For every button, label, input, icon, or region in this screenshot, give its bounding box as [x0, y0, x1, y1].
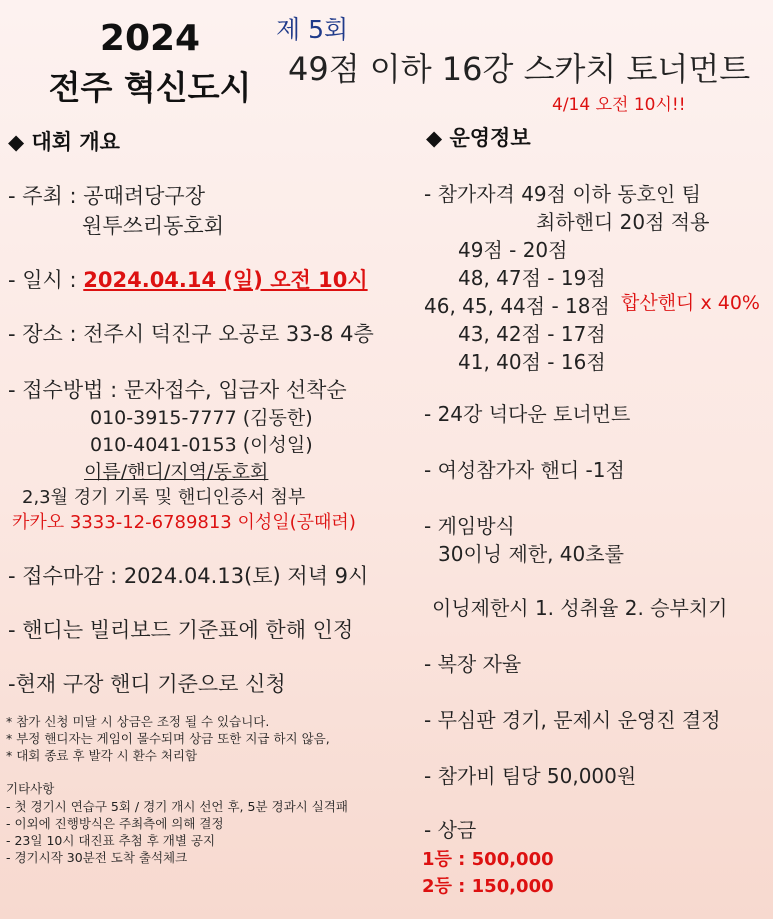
date-label: - 일시 :: [8, 268, 84, 292]
event-round: 제 5회: [276, 15, 349, 44]
etc-1: - 첫 경기시 연습구 5회 / 경기 개시 선언 후, 5분 경과시 실격패: [6, 799, 348, 814]
qualification-min-handi: 최하핸디 20점 적용: [536, 210, 710, 234]
overview-heading: ◆ 대회 개요: [8, 130, 120, 154]
bank-account: 카카오 3333-12-6789813 이성일(공때려): [12, 512, 356, 533]
sum-handi-note: 합산핸디 x 40%: [621, 292, 760, 314]
etc-2: - 이외에 진행방식은 주최측에 의해 결정: [6, 816, 224, 831]
venue: - 장소 : 전주시 덕진구 오공로 33-8 4층: [8, 322, 374, 346]
handi-table-row: 49점 - 20점: [458, 238, 568, 262]
entry-fee: - 참가비 팀당 50,000원: [424, 764, 637, 788]
phone-1: 010-3915-7777 (김동한): [90, 407, 313, 429]
apply-attachments: 2,3월 경기 기록 및 핸디인증서 첨부: [22, 487, 306, 508]
inning-limit-rule: 이닝제한시 1. 성취율 2. 승부치기: [432, 596, 728, 620]
phone-2: 010-4041-0153 (이성일): [90, 434, 313, 456]
prize-first: 1등 : 500,000: [422, 849, 554, 870]
host-secondary: 원투쓰리동호회: [82, 214, 225, 238]
prize-heading: - 상금: [424, 818, 477, 842]
handi-rule-2: -현재 구장 핸디 기준으로 신청: [8, 672, 286, 696]
event-year: 2024: [99, 18, 201, 59]
game-method: - 게임방식: [424, 514, 515, 538]
game-method-detail: 30이닝 제한, 40초룰: [438, 542, 624, 566]
date-row: [8, 264, 368, 294]
host-label: - 주최 :: [8, 184, 84, 208]
handi-rule-1: - 핸디는 빌리보드 기준표에 한해 인정: [8, 618, 354, 642]
qualification: - 참가자격 49점 이하 동호인 팀: [424, 182, 701, 206]
handi-table-row: 48, 47점 - 19점: [458, 266, 606, 290]
knockdown-format: - 24강 넉다운 토너먼트: [424, 402, 631, 426]
handi-table-row: 41, 40점 - 16점: [458, 350, 606, 374]
note-1: * 참가 신청 미달 시 상금은 조정 될 수 있습니다.: [6, 714, 270, 729]
event-city: 전주 혁신도시: [48, 68, 252, 107]
handi-table-row: 46, 45, 44점 - 18점: [424, 294, 610, 318]
note-3: * 대회 종료 후 발각 시 환수 처리함: [6, 748, 198, 763]
tournament-title: 49점 이하 16강 스카치 토너먼트: [288, 50, 751, 88]
date-value: 2024.04.14 (일) 오전 10시: [83, 268, 368, 292]
etc-4: - 경기시작 30분전 도착 출석체크: [6, 850, 188, 865]
apply-method: - 접수방법 : 문자접수, 입금자 선착순: [8, 378, 347, 402]
ops-heading: ◆ 운영정보: [426, 126, 531, 150]
etc-3: - 23일 10시 대진표 추첨 후 개별 공지: [6, 833, 216, 848]
dress-code: - 복장 자율: [424, 652, 522, 676]
etc-title: 기타사항: [6, 781, 55, 796]
tournament-date-note: 4/14 오전 10시!!: [552, 95, 686, 115]
referee-rule: - 무심판 경기, 문제시 운영진 결정: [424, 708, 721, 732]
handi-table-row: 43, 42점 - 17점: [458, 322, 606, 346]
host-primary: 공때려당구장: [83, 184, 205, 208]
deadline: - 접수마감 : 2024.04.13(토) 저녁 9시: [8, 564, 369, 588]
host-row: [8, 180, 205, 210]
note-2: * 부정 핸디자는 게임이 몰수되며 상금 또한 지급 하지 않음,: [6, 731, 330, 746]
prize-second: 2등 : 150,000: [422, 876, 554, 897]
apply-fields: 이름/핸디/지역/동호회: [84, 461, 269, 483]
female-handi: - 여성참가자 핸디 -1점: [424, 458, 625, 482]
